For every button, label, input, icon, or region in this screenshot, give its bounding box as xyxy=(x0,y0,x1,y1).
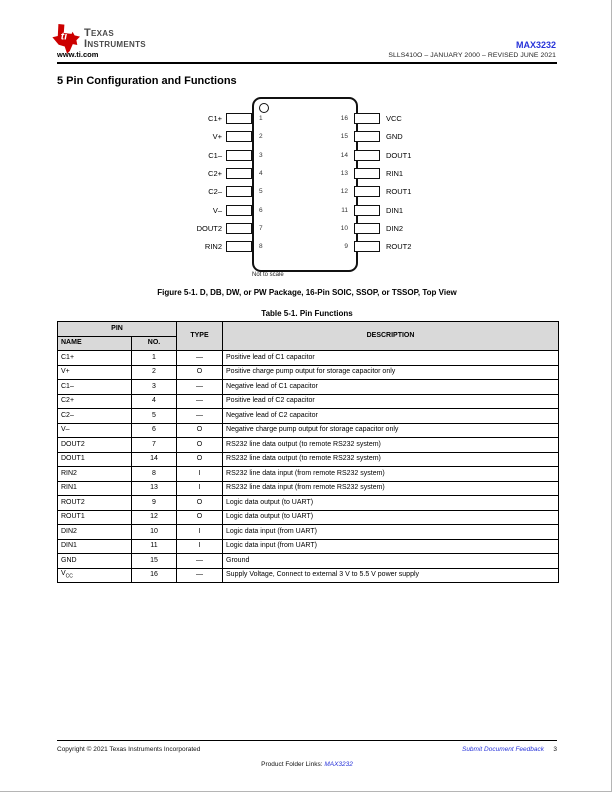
page-number: 3 xyxy=(553,746,557,753)
pin-right-lead xyxy=(354,223,380,234)
pin-left-label: C2– xyxy=(208,187,222,197)
pin-description-cell: RS232 line data output (to remote RS232 system) xyxy=(223,438,559,453)
pin-type-cell: — xyxy=(177,351,223,366)
table-row xyxy=(58,380,559,395)
pin-name-cell: ROUT1 xyxy=(58,510,132,525)
pin-no-cell: 9 xyxy=(132,496,177,511)
pin-left-number: 8 xyxy=(259,243,263,251)
product-folder-link[interactable]: MAX3232 xyxy=(324,761,353,768)
table-row xyxy=(58,409,559,424)
pin-description-cell: Logic data output (to UART) xyxy=(223,510,559,525)
pin-left-lead xyxy=(226,223,252,234)
pin-name-cell: RIN1 xyxy=(58,481,132,496)
pin-name-cell: C1– xyxy=(58,380,132,395)
pin-name-cell: $V_{CC}$ xyxy=(58,568,132,583)
pin-left-label: DOUT2 xyxy=(196,223,222,233)
svg-text:ti: ti xyxy=(60,31,68,43)
table-row xyxy=(58,351,559,366)
table-row xyxy=(58,365,559,380)
ti-logo-wordmark xyxy=(84,28,146,50)
pin-right-label: VCC xyxy=(386,114,402,123)
pin-left-number: 3 xyxy=(259,151,263,159)
pin-left-label: C2+ xyxy=(208,168,222,178)
pin-description-cell: Logic data output (to UART) xyxy=(223,496,559,511)
pin-left-lead xyxy=(226,150,252,161)
pin-table-header xyxy=(58,322,559,351)
pin-no-cell: 13 xyxy=(132,481,177,496)
pin-left-lead xyxy=(226,205,252,216)
pin-no-cell: 6 xyxy=(132,423,177,438)
pin-type-cell: O xyxy=(177,496,223,511)
pin-left-number: 5 xyxy=(259,188,263,196)
pin-right-label: GND xyxy=(386,132,403,142)
pin-description-cell: Negative charge pump output for storage capacitor only xyxy=(223,423,559,438)
section-title: 5 Pin Configuration and Functions xyxy=(57,75,237,87)
pin-description-cell: RS232 line data output (to remote RS232 system) xyxy=(223,452,559,467)
pin-right-number: 10 xyxy=(340,224,348,232)
pin-right-lead xyxy=(354,150,380,161)
pin-right-number: 14 xyxy=(340,151,348,159)
pin-type-cell: — xyxy=(177,568,223,583)
pin-name-cell: RIN2 xyxy=(58,467,132,482)
pin-left-lead xyxy=(226,168,252,179)
pin-description-cell: Positive lead of C1 capacitor xyxy=(223,351,559,366)
pin-name-cell: C1+ xyxy=(58,351,132,366)
pin-left-number: 1 xyxy=(259,115,263,122)
pin-name-cell: V– xyxy=(58,423,132,438)
pin-type-cell: O xyxy=(177,365,223,380)
pin-left-lead xyxy=(226,241,252,252)
table-row xyxy=(58,423,559,438)
pin-no-cell: 4 xyxy=(132,394,177,409)
pin-right-label: RIN1 xyxy=(386,168,404,178)
col-header-description: DESCRIPTION xyxy=(223,322,559,351)
pin-no-cell: 12 xyxy=(132,510,177,525)
pin-right-label: ROUT2 xyxy=(386,242,412,252)
pin-description-cell: RS232 line data input (from remote RS232 system) xyxy=(223,467,559,482)
header-rule xyxy=(57,62,557,64)
pin-type-cell: — xyxy=(177,380,223,395)
col-header-no: NO. xyxy=(132,336,177,351)
table-row xyxy=(58,496,559,511)
pin-right-number: 12 xyxy=(340,188,348,196)
pin-name-cell: V+ xyxy=(58,365,132,380)
pin-right-number: 11 xyxy=(341,206,348,214)
pin-no-cell: 3 xyxy=(132,380,177,395)
pin1-indicator-dot xyxy=(259,103,269,113)
not-to-scale-note: Not to scale xyxy=(252,272,284,278)
pin-left-label: V+ xyxy=(212,132,222,142)
doc-revision-line: SLLS410O – JANUARY 2000 – REVISED JUNE 2021 xyxy=(388,52,556,59)
pin-name-cell: DIN1 xyxy=(58,539,132,554)
table-row xyxy=(58,394,559,409)
pin-left-number: 4 xyxy=(259,169,263,177)
table-row xyxy=(58,467,559,482)
pin-left-label: RIN2 xyxy=(204,242,222,252)
submit-feedback-link[interactable]: Submit Document Feedback xyxy=(461,746,544,753)
pin-right-number: 13 xyxy=(340,169,348,177)
pin-type-cell: O xyxy=(177,510,223,525)
pin-no-cell: 8 xyxy=(132,467,177,482)
product-folder-label: Product Folder Links: xyxy=(261,761,325,768)
pin-no-cell: 14 xyxy=(132,452,177,467)
table-row xyxy=(58,481,559,496)
table-row xyxy=(58,438,559,453)
pin-no-cell: 7 xyxy=(132,438,177,453)
pin-name-cell: DOUT2 xyxy=(58,438,132,453)
pin-type-cell: — xyxy=(177,554,223,569)
pin-right-label: DOUT1 xyxy=(386,150,412,160)
pin-no-cell: 11 xyxy=(132,539,177,554)
footer-rule xyxy=(57,740,557,741)
table-row xyxy=(58,510,559,525)
pin-no-cell: 2 xyxy=(132,365,177,380)
pin-no-cell: 5 xyxy=(132,409,177,424)
pin-left-label: V– xyxy=(212,205,222,215)
pin-right-number: 15 xyxy=(340,133,348,141)
figure-caption: Figure 5-1. D, DB, DW, or PW Package, 16-Pin SOIC, SSOP, or TSSOP, Top View xyxy=(157,288,457,297)
pin-right-label: DIN1 xyxy=(386,205,404,215)
pin-left-lead xyxy=(226,131,252,142)
pin-right-label: ROUT1 xyxy=(386,187,412,197)
col-header-name: NAME xyxy=(58,336,132,351)
pin-left-lead xyxy=(226,113,252,124)
pin-description-cell: Positive lead of C2 capacitor xyxy=(223,394,559,409)
pin-right-lead xyxy=(354,186,380,197)
pin-right-lead xyxy=(354,205,380,216)
pin-right-lead xyxy=(354,113,380,124)
logo-line-instruments: Instruments xyxy=(84,38,146,51)
pin-right-number: 16 xyxy=(340,115,348,122)
pin-right-lead xyxy=(354,241,380,252)
pin-right-lead xyxy=(354,168,380,179)
pin-description-cell: Positive charge pump output for storage capacitor only xyxy=(223,365,559,380)
pin-right-number: 9 xyxy=(344,243,348,251)
pin-type-cell: I xyxy=(177,467,223,482)
copyright-text: Copyright © 2021 Texas Instruments Incorporated xyxy=(57,746,201,753)
pin-name-cell: GND xyxy=(58,554,132,569)
pin-name-cell: DOUT1 xyxy=(58,452,132,467)
pin-left-number: 6 xyxy=(259,206,263,214)
pin-description-cell: Logic data input (from UART) xyxy=(223,539,559,554)
pin-type-cell: I xyxy=(177,525,223,540)
product-folder-line xyxy=(57,761,557,768)
pin-name-cell: ROUT2 xyxy=(58,496,132,511)
table-row xyxy=(58,525,559,540)
pin-description-cell: RS232 line data input (from remote RS232 system) xyxy=(223,481,559,496)
pin-no-cell: 16 xyxy=(132,568,177,583)
col-header-pin-group: PIN xyxy=(58,322,177,337)
pin-right-label: DIN2 xyxy=(386,223,404,233)
col-header-type: TYPE xyxy=(177,322,223,351)
pin-type-cell: I xyxy=(177,539,223,554)
table-row xyxy=(58,452,559,467)
table-row xyxy=(58,539,559,554)
pin-no-cell: 10 xyxy=(132,525,177,540)
pin-name-cell: C2– xyxy=(58,409,132,424)
pin-right-lead xyxy=(354,131,380,142)
ti-website-link[interactable]: www.ti.com xyxy=(57,50,99,59)
pin-no-cell: 1 xyxy=(132,351,177,366)
pin-type-cell: O xyxy=(177,438,223,453)
logo-line-texas: Texas xyxy=(84,27,115,39)
pin-type-cell: — xyxy=(177,409,223,424)
table-row xyxy=(58,554,559,569)
pin-table-body xyxy=(58,351,559,583)
pin-description-cell: Ground xyxy=(223,554,559,569)
pin-description-cell: Negative lead of C1 capacitor xyxy=(223,380,559,395)
pin-type-cell: O xyxy=(177,452,223,467)
pin-description-cell: Negative lead of C2 capacitor xyxy=(223,409,559,424)
pin-left-number: 7 xyxy=(259,224,263,232)
pin-type-cell: O xyxy=(177,423,223,438)
pin-no-cell: 15 xyxy=(132,554,177,569)
pin-left-label: C1– xyxy=(208,150,222,160)
pin-type-cell: I xyxy=(177,481,223,496)
pin-left-label: C1+ xyxy=(208,114,222,123)
pin-description-cell: Supply Voltage, Connect to external 3 V to 5.5 V power supply xyxy=(223,568,559,583)
pin-type-cell: — xyxy=(177,394,223,409)
pin-name-cell: DIN2 xyxy=(58,525,132,540)
pin-table-title: Table 5-1. Pin Functions xyxy=(261,309,353,318)
pin-left-number: 2 xyxy=(259,133,263,141)
pin-left-lead xyxy=(226,186,252,197)
pin-functions-table xyxy=(57,321,559,583)
pin-description-cell: Logic data input (from UART) xyxy=(223,525,559,540)
table-row xyxy=(58,568,559,583)
pin-name-cell: C2+ xyxy=(58,394,132,409)
header-part-number-link[interactable]: MAX3232 xyxy=(515,40,556,50)
